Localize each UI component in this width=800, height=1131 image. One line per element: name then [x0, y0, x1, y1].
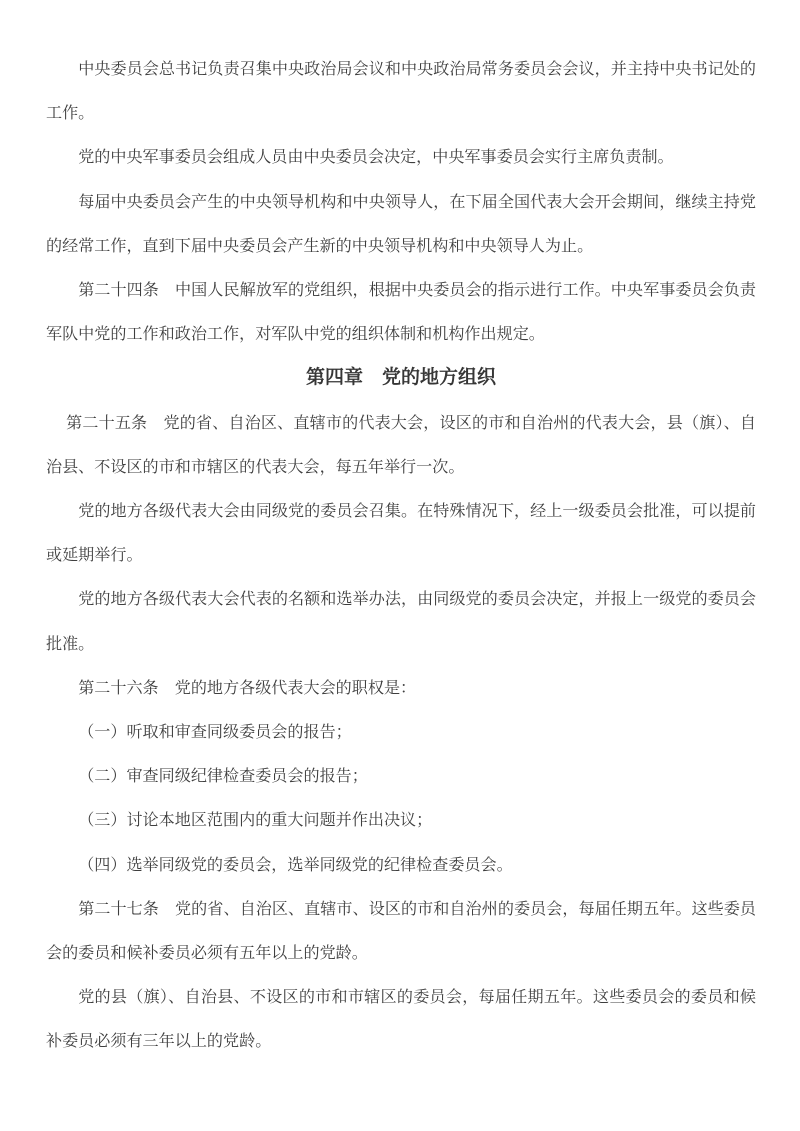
body-paragraph: 党的县（旗）、自治县、不设区的市和市辖区的委员会，每届任期五年。这些委员会的委员和候补委员必须有三年以上的党龄。: [46, 988, 756, 1051]
list-item-1: （一）听取和审查同级委员会的报告；: [78, 723, 352, 742]
list-item-2: （二）审查同级纪律检查委员会的报告；: [78, 767, 368, 786]
chapter-heading: 第四章 党的地方组织: [305, 367, 496, 389]
body-paragraph: 党的中央军事委员会组成人员由中央委员会决定，中央军事委员会实行主席负责制。: [78, 148, 674, 167]
article-paragraph-26: 第二十六条 党的地方各级代表大会的职权是：: [78, 678, 417, 697]
body-paragraph: 党的地方各级代表大会由同级党的委员会召集。在特殊情况下，经上一级委员会批准，可以提前或延期举行。: [46, 502, 756, 565]
body-paragraph: 每届中央委员会产生的中央领导机构和中央领导人，在下届全国代表大会开会期间，继续主持党的经常工作，直到下届中央委员会产生新的中央领导机构和中央领导人为止。: [46, 192, 756, 255]
body-paragraph: 中央委员会总书记负责召集中央政治局会议和中央政治局常务委员会会议，并主持中央书记处的工作。: [46, 60, 756, 123]
list-item-3: （三）讨论本地区范围内的重大问题并作出决议；: [78, 811, 433, 830]
article-paragraph-24: 第二十四条 中国人民解放军的党组织，根据中央委员会的指示进行工作。中央军事委员会负责军队中党的工作和政治工作，对军队中党的组织体制和机构作出规定。: [46, 281, 756, 344]
article-paragraph-25: 第二十五条 党的省、自治区、直辖市的代表大会，设区的市和自治州的代表大会，县（旗）、自治县、不设区的市和市辖区的代表大会，每五年举行一次。: [46, 413, 756, 476]
list-item-4: （四）选举同级党的委员会，选举同级党的纪律检查委员会。: [78, 855, 513, 874]
article-paragraph-27: 第二十七条 党的省、自治区、直辖市、设区的市和自治州的委员会，每届任期五年。这些委员会的委员和候补委员必须有五年以上的党龄。: [46, 899, 756, 963]
body-paragraph: 党的地方各级代表大会代表的名额和选举办法，由同级党的委员会决定，并报上一级党的委员会批准。: [46, 590, 756, 653]
